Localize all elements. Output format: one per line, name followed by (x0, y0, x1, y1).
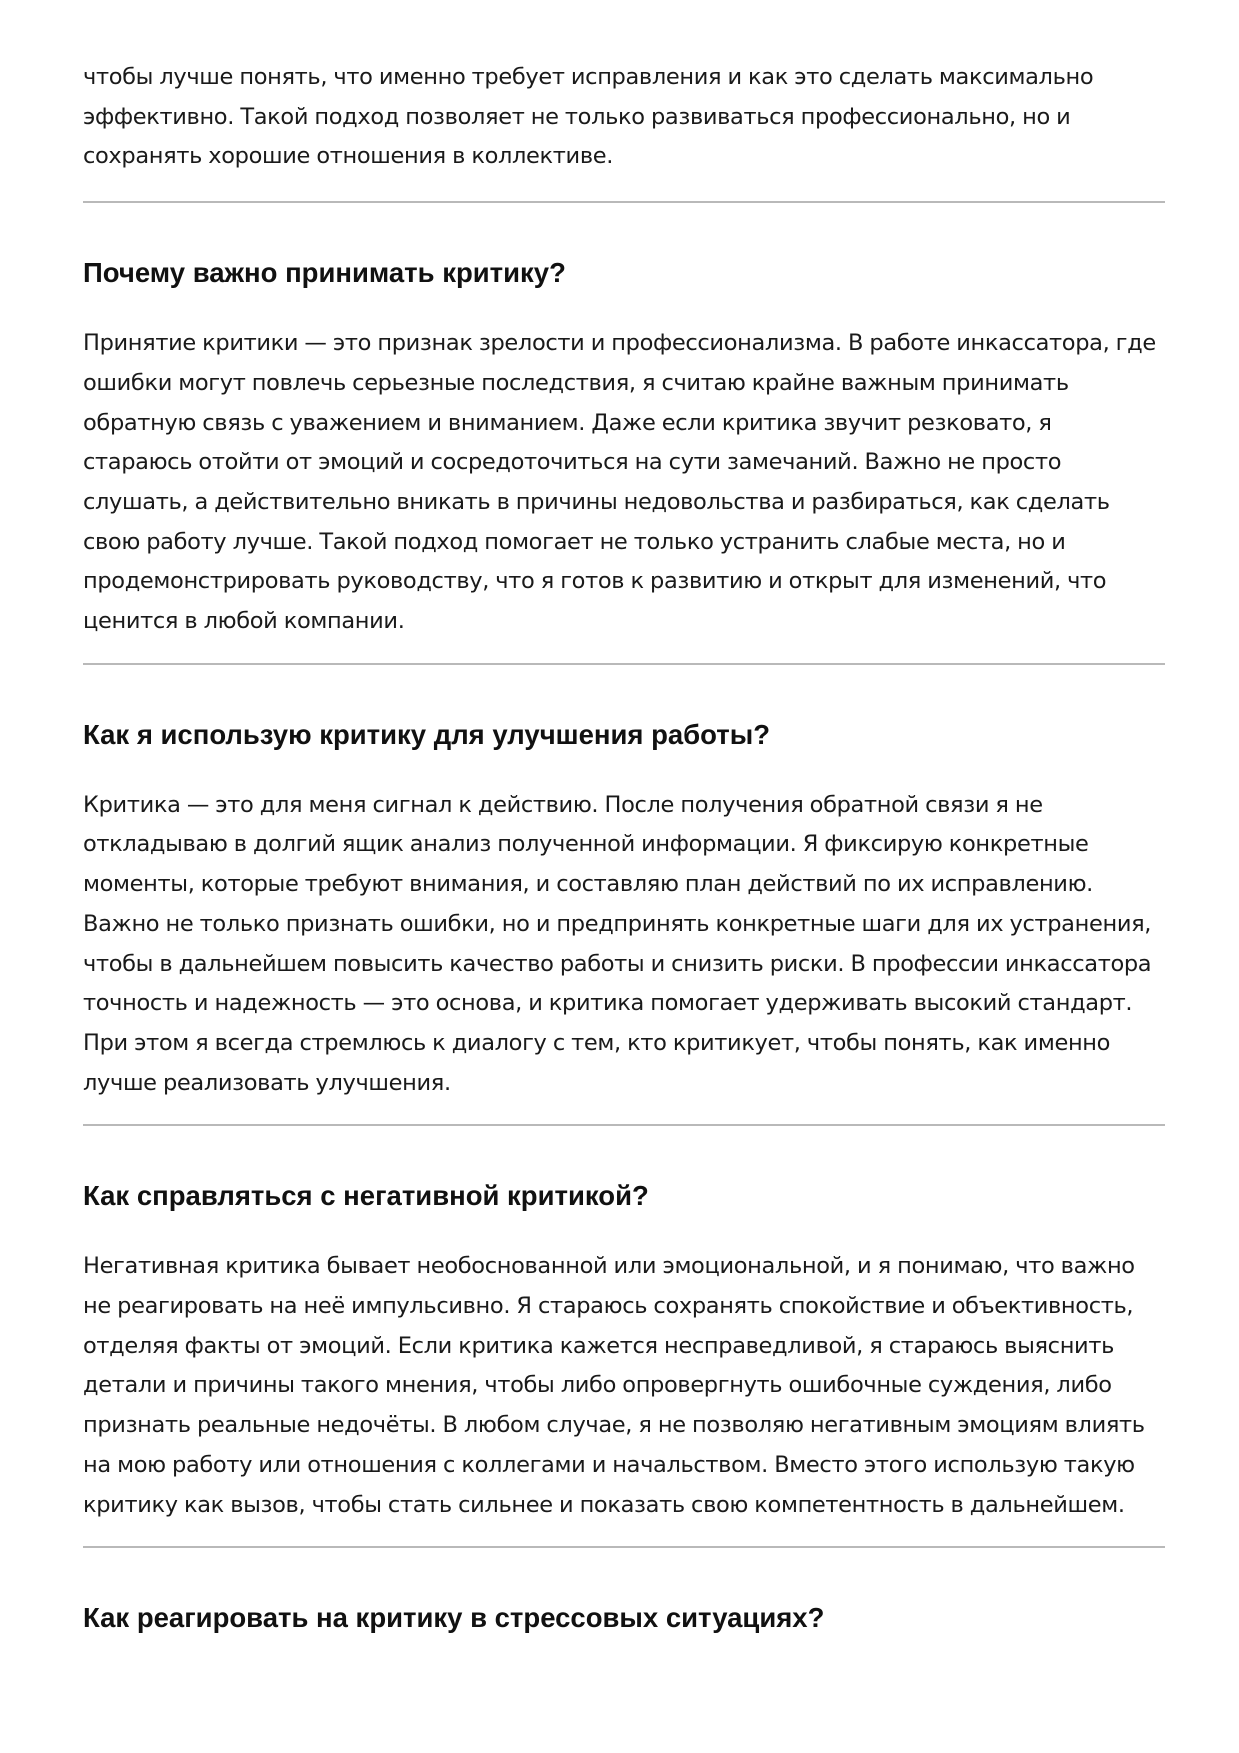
section-heading: Как я использую критику для улучшения работы? (83, 718, 771, 750)
section-divider (83, 1546, 1165, 1548)
intro-paragraph: чтобы лучше понять, что именно требует исправления и как это сделать максимально эффективно. Такой подход позволяет не только развиваться профессионально, но и сохранять хорошие отношения в коллективе. (83, 64, 1094, 170)
section-divider (83, 201, 1165, 203)
document-page (83, 58, 1165, 1636)
section-paragraph: Принятие критики — это признак зрелости и профессионализма. В работе инкассатора, где ошибки могут повлечь серьезные последствия, я считаю крайне важным принимать обратную связь с уважением и вниманием. Даже если критика звучит резковато, я стараюсь отойти от эмоций и сосредоточиться на сути замечаний. Важно не просто слушать, а действительно вникать в причины недовольства и разбираться, как сделать свою работу лучше. Такой подход помогает не только устранить слабые места, но и продемонстрировать руководству, что я готов к развитию и открыт для изменений, что ценится в любой компании. (83, 330, 1156, 635)
section-heading: Почему важно принимать критику? (83, 257, 566, 289)
section-divider (83, 663, 1165, 665)
section-paragraph: Критика — это для меня сигнал к действию. После получения обратной связи я не откладываю в долгий ящик анализ полученной информации. Я фиксирую конкретные моменты, которые требуют внимания, и составляю план действий по их исправлению. Важно не только признать ошибки, но и предпринять конкретные шаги для их устранения, чтобы в дальнейшем повысить качество работы и снизить риски. В профессии инкассатора точность и надежность — это основа, и критика помогает удерживать высокий стандарт. При этом я всегда стремлюсь к диалогу с тем, кто критикует, чтобы понять, как именно лучше реализовать улучшения. (83, 791, 1152, 1096)
section-heading: Как реагировать на критику в стрессовых ситуациях? (83, 1602, 825, 1634)
section-divider (83, 1124, 1165, 1126)
section-paragraph: Негативная критика бывает необоснованной или эмоциональной, и я понимаю, что важно не реагировать на неё импульсивно. Я стараюсь сохранять спокойствие и объективность, отделяя факты от эмоций. Если критика кажется несправедливой, я стараюсь выяснить детали и причины такого мнения, чтобы либо опровергнуть ошибочные суждения, либо признать реальные недочёты. В любом случае, я не позволяю негативным эмоциям влиять на мою работу или отношения с коллегами и начальством. Вместо этого использую такую критику как вызов, чтобы стать сильнее и показать свою компетентность в дальнейшем. (83, 1253, 1145, 1518)
section-heading: Как справляться с негативной критикой? (83, 1180, 649, 1212)
